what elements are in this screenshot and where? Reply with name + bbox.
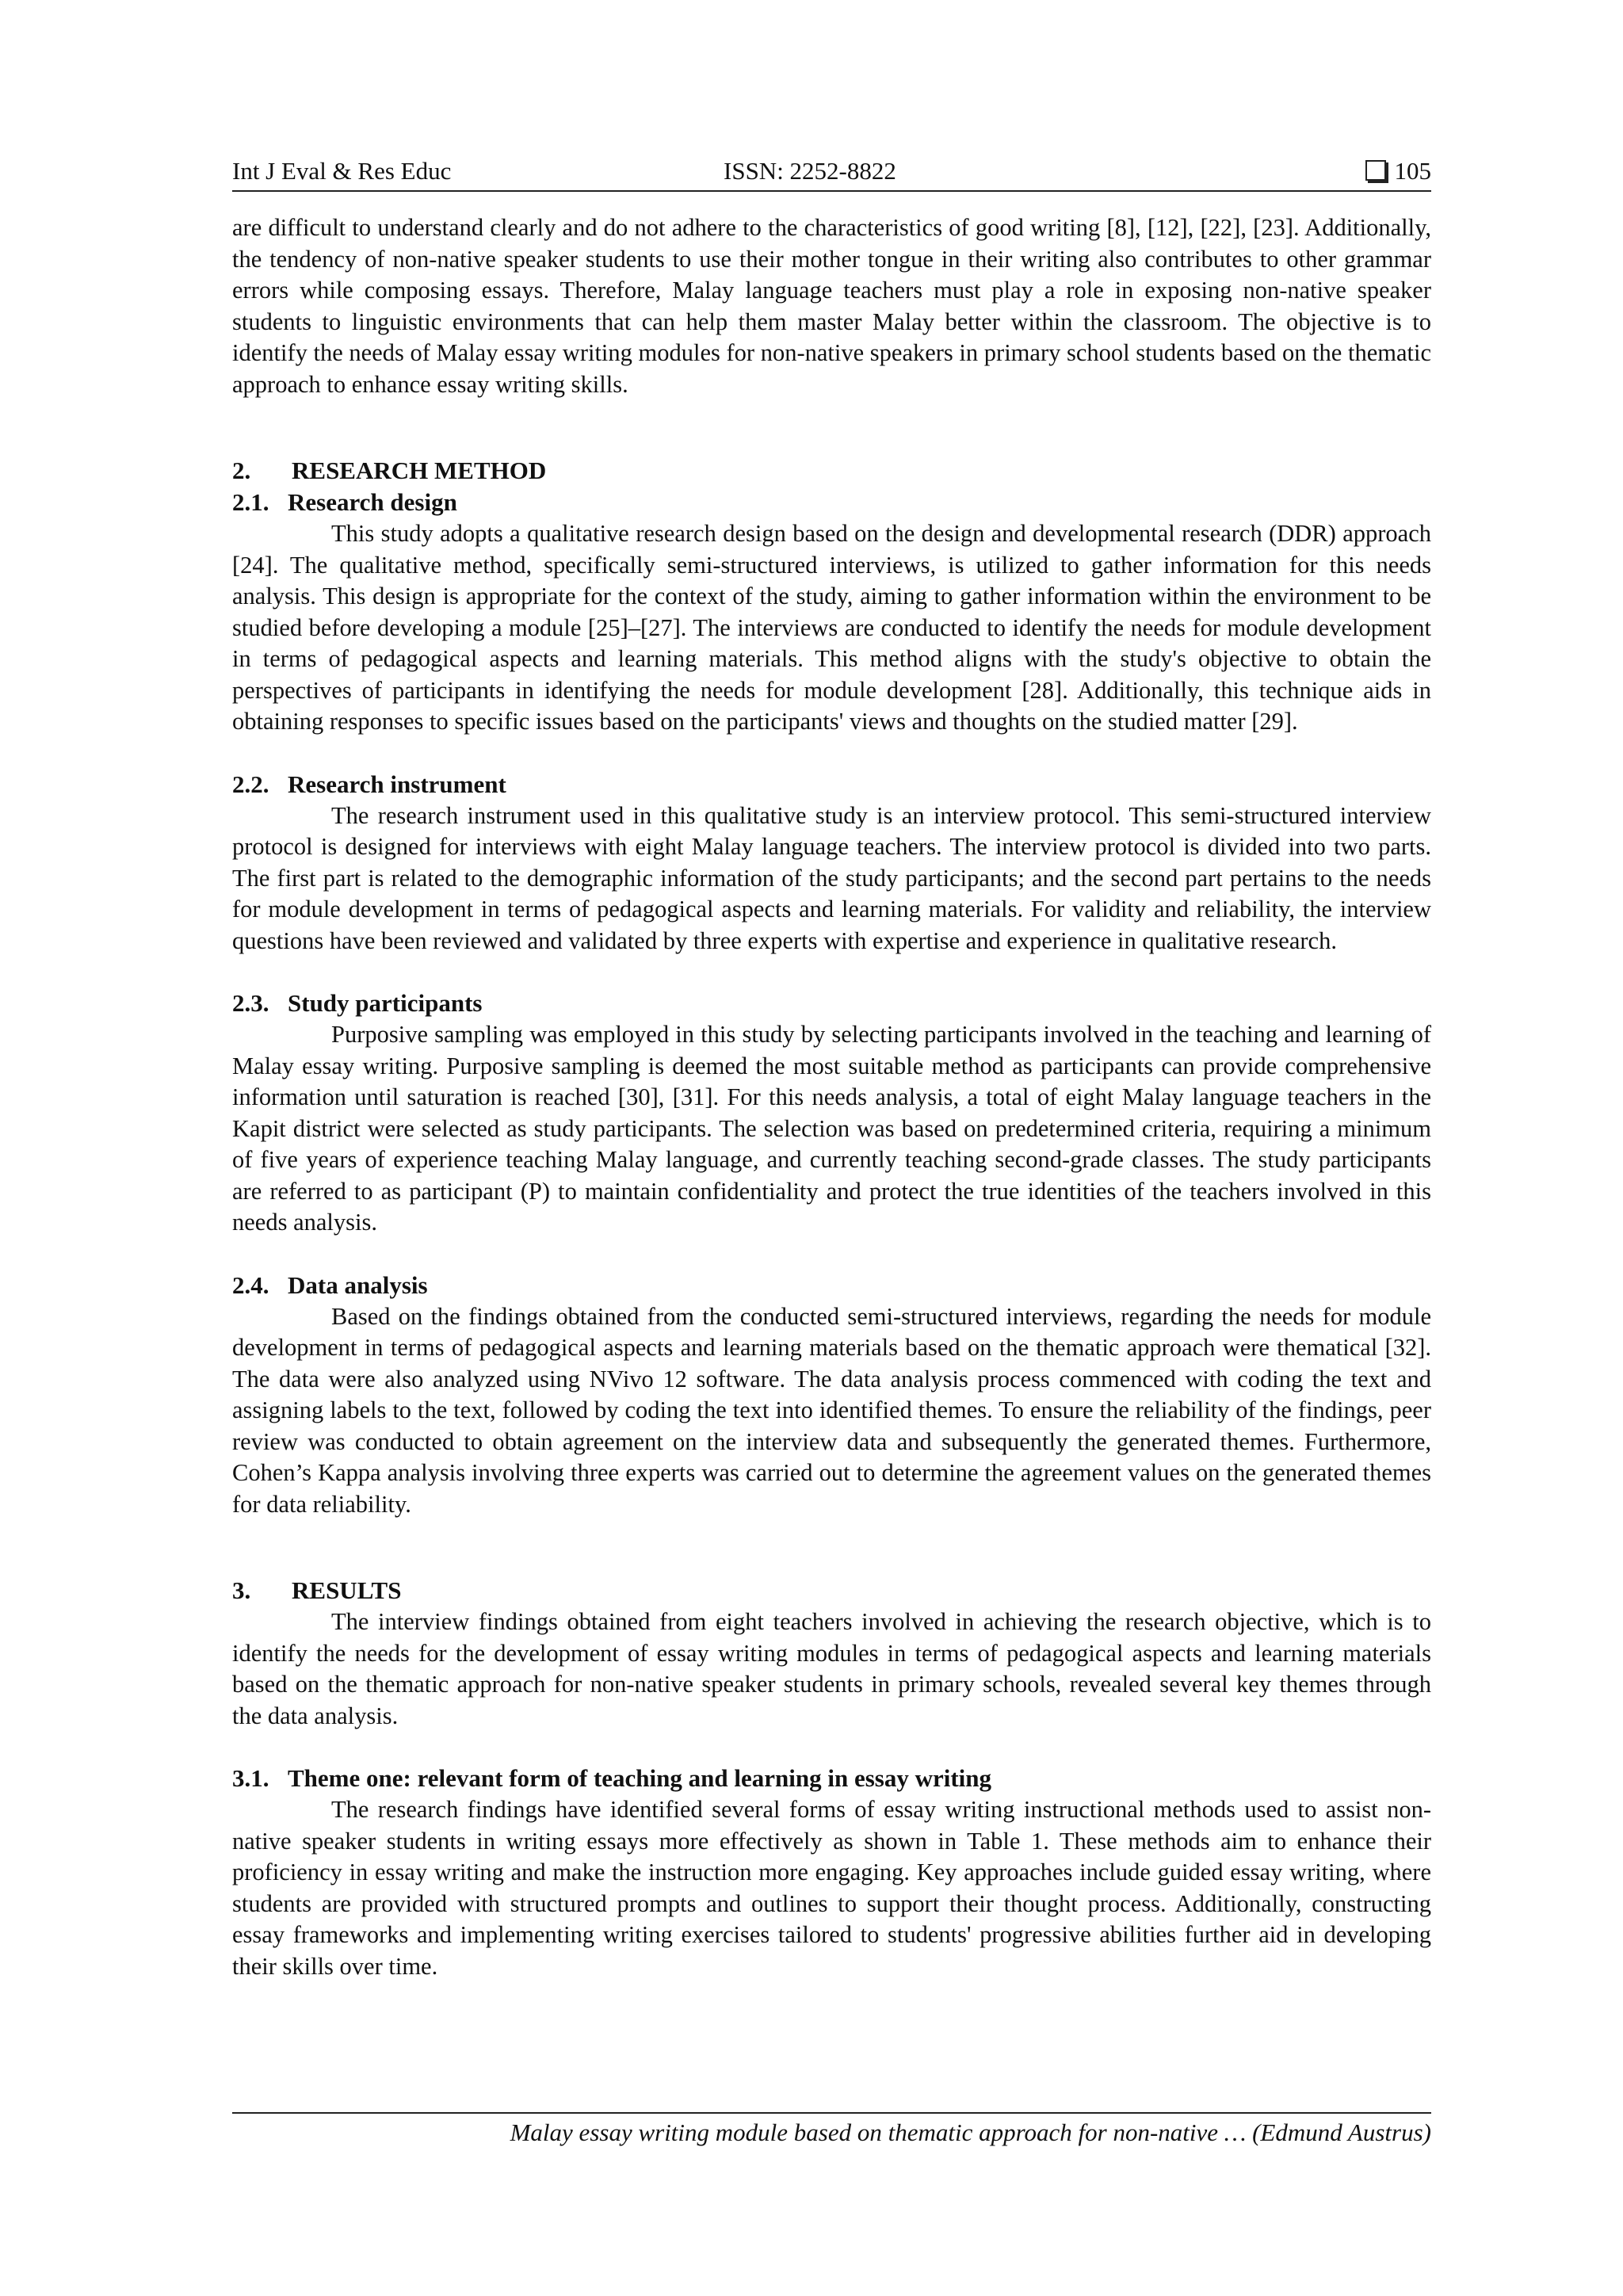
body-text — [232, 212, 1431, 1982]
subsection-title: Research design — [288, 488, 457, 516]
subsection-2-4-paragraph: Based on the findings obtained from the conducted semi-structured interviews, regarding the needs for module development in terms of pedagogical aspects and learning materials based on the thematic approach were thematical [32]. The data were also analyzed using NVivo 12 software. The data analysis process commenced with coding the text and assigning labels to the text, followed by coding the text into identified themes. To ensure the reliability of the findings, peer review was conducted to obtain agreement on the interview data and subsequently the generated themes. Furthermore, Cohen’s Kappa analysis involving three experts was carried out to determine the agreement values on the generated themes for data reliability. — [232, 1302, 1431, 1518]
intro-paragraph: are difficult to understand clearly and do not adhere to the characteristics of good writing [8], [12], [22], [23]. Additionally, the tendency of non-native speaker students to use their mother tongue in their writing also contributes to other grammar errors while composing essays. Therefore, Malay language teachers must play a role in exposing non-native speaker students to linguistic environments that can help them master Malay better within the classroom. The objective is to identify the needs of Malay essay writing modules for non-native speakers in primary school students based on the thematic approach to enhance essay writing skills. — [232, 214, 1431, 398]
subsection-number: 2.4. — [232, 1270, 269, 1299]
running-header — [232, 149, 1431, 192]
section-2-heading — [232, 455, 1431, 487]
subsection-2-2-paragraph: The research instrument used in this qualitative study is an interview protocol. This semi-structured interview protocol is designed for interviews with eight Malay language teachers. The interview protocol is divided into two parts. The first part is related to the demographic information of the study participants; and the second part pertains to the needs for module development in terms of pedagogical aspects and learning materials. For validity and reliability, the interview questions have been reviewed and validated by three experts with expertise and experience in qualitative research. — [232, 801, 1431, 954]
section-title: RESULTS — [292, 1576, 402, 1604]
subsection-title: Research instrument — [288, 770, 506, 798]
section-3-paragraph: The interview findings obtained from eight teachers involved in achieving the research objective, which is to identify the needs for the development of essay writing modules in terms of pedagogical aspects and learning materials based on the thematic approach for non-native speaker students in primary schools, revealed several key themes through the data analysis. — [232, 1608, 1431, 1729]
subsection-3-1-paragraph: The research findings have identified several forms of essay writing instructional methods used to assist non-native speaker students in writing essays more effectively as shown in Table 1. These methods aim to enhance their proficiency in essay writing and make the instruction more engaging. Key approaches include guided essay writing, where students are provided with structured prompts and outlines to support their thought process. Additionally, constructing essay frameworks and implementing writing exercises tailored to students' progressive abilities further aid in developing their skills over time. — [232, 1796, 1431, 1980]
subsection-number: 2.1. — [232, 488, 269, 516]
subsection-3-1-heading — [232, 1763, 1431, 1794]
subsection-2-3-paragraph: Purposive sampling was employed in this study by selecting participants involved in the teaching and learning of Malay essay writing. Purposive sampling is deemed the most suitable method as participants can provide comprehensive information until saturation is reached [30], [31]. For this needs analysis, a total of eight Malay language teachers in the Kapit district were selected as study participants. The selection was based on predetermined criteria, requiring a minimum of five years of experience teaching Malay language, and currently teaching second-grade classes. The study participants are referred to as participant (P) to maintain confidentiality and protect the true identities of the teachers involved in this needs analysis. — [232, 1021, 1431, 1236]
square-box-icon — [1365, 160, 1386, 181]
journal-name: Int J Eval & Res Educ — [232, 157, 452, 185]
subsection-2-3-heading — [232, 988, 1431, 1019]
subsection-2-2-heading — [232, 769, 1431, 800]
subsection-number: 3.1. — [232, 1764, 269, 1792]
section-number: 2. — [232, 457, 251, 484]
issn: ISSN: 2252-8822 — [724, 157, 896, 185]
subsection-2-1-heading — [232, 487, 1431, 518]
subsection-number: 2.3. — [232, 989, 269, 1017]
subsection-number: 2.2. — [232, 770, 269, 798]
subsection-2-4-heading — [232, 1270, 1431, 1301]
section-3-heading — [232, 1575, 1431, 1606]
running-footer — [232, 2112, 1431, 2147]
subsection-title: Study participants — [288, 989, 483, 1017]
section-title: RESEARCH METHOD — [292, 457, 547, 484]
paper-page — [232, 149, 1431, 1982]
page-number: 105 — [1394, 157, 1431, 185]
subsection-title: Theme one: relevant form of teaching and learning in essay writing — [288, 1764, 992, 1792]
section-number: 3. — [232, 1576, 251, 1604]
subsection-title: Data analysis — [288, 1270, 428, 1299]
subsection-2-1-paragraph: This study adopts a qualitative research design based on the design and developmental research (DDR) approach [24]. The qualitative method, specifically semi-structured interviews, is utilized to gather information for this needs analysis. This design is appropriate for the context of the study, aiming to gather information within the environment to be studied before developing a module [25]–[27]. The interviews are conducted to identify the needs for module development in terms of pedagogical aspects and learning materials. This method aligns with the study's objective to obtain the perspectives of participants in identifying the needs for module development [28]. Additionally, this technique aids in obtaining responses to specific issues based on the participants' views and thoughts on the studied matter [29]. — [232, 520, 1431, 735]
footer-running-title: Malay essay writing module based on thematic approach for non-native … (Edmund Austrus) — [510, 2118, 1431, 2146]
